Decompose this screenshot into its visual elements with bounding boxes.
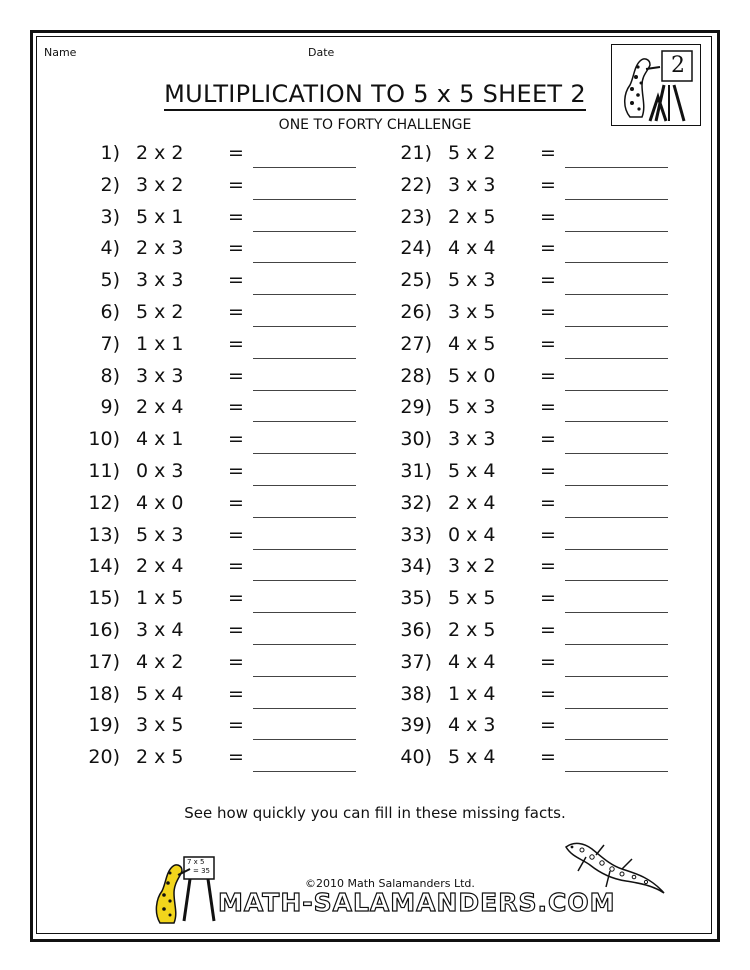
question-expression: 2 x 3	[136, 237, 184, 260]
equals-sign: =	[540, 746, 556, 769]
answer-blank[interactable]	[565, 421, 668, 422]
question-row	[400, 365, 680, 393]
question-number: 30)	[400, 428, 432, 451]
question-row	[88, 333, 368, 361]
answer-blank[interactable]	[565, 390, 668, 391]
answer-blank[interactable]	[253, 453, 356, 454]
answer-blank[interactable]	[253, 199, 356, 200]
answer-blank[interactable]	[253, 676, 356, 677]
answer-blank[interactable]	[565, 453, 668, 454]
question-number: 17)	[88, 650, 120, 673]
question-expression: 4 x 2	[136, 650, 184, 673]
equals-sign: =	[540, 555, 556, 578]
question-number: 34)	[400, 555, 432, 578]
answer-blank[interactable]	[253, 390, 356, 391]
question-expression: 4 x 1	[136, 428, 184, 451]
question-row	[88, 174, 368, 202]
question-row	[88, 619, 368, 647]
question-expression: 3 x 3	[448, 173, 496, 196]
question-row	[400, 206, 680, 234]
answer-blank[interactable]	[565, 231, 668, 232]
question-expression: 3 x 3	[136, 269, 184, 292]
copyright: ©2010 Math Salamanders Ltd.	[305, 877, 475, 890]
question-row	[88, 301, 368, 329]
question-expression: 3 x 3	[136, 364, 184, 387]
equals-sign: =	[540, 142, 556, 164]
question-number: 26)	[400, 301, 432, 323]
question-expression: 5 x 4	[448, 460, 496, 482]
equals-sign: =	[228, 555, 244, 578]
question-expression: 5 x 3	[448, 396, 496, 419]
equals-sign: =	[228, 142, 244, 164]
question-number: 18)	[88, 682, 120, 705]
question-number: 1)	[100, 142, 120, 164]
question-expression: 3 x 2	[448, 555, 496, 578]
question-expression: 5 x 4	[448, 746, 496, 769]
question-expression: 3 x 4	[136, 619, 184, 641]
question-row	[88, 587, 368, 615]
question-expression: 1 x 1	[136, 332, 184, 355]
question-expression: 1 x 5	[136, 587, 184, 610]
question-expression: 1 x 4	[448, 682, 496, 705]
answer-blank[interactable]	[253, 358, 356, 359]
question-number: 36)	[400, 619, 432, 641]
equals-sign: =	[540, 682, 556, 705]
equals-sign: =	[540, 332, 556, 355]
question-expression: 2 x 2	[136, 142, 184, 164]
question-row	[88, 651, 368, 679]
answer-blank[interactable]	[253, 517, 356, 518]
question-number: 37)	[400, 650, 432, 673]
question-row	[400, 651, 680, 679]
equals-sign: =	[540, 237, 556, 260]
question-number: 8)	[100, 364, 120, 387]
page-title	[0, 80, 750, 108]
answer-blank[interactable]	[253, 549, 356, 550]
answer-blank[interactable]	[565, 358, 668, 359]
question-number: 22)	[400, 173, 432, 196]
question-expression: 4 x 4	[448, 650, 496, 673]
question-number: 25)	[400, 269, 432, 292]
question-expression: 4 x 0	[136, 491, 184, 514]
equals-sign: =	[228, 332, 244, 355]
question-expression: 5 x 0	[448, 364, 496, 387]
salamander-board-icon	[150, 855, 220, 925]
equals-sign: =	[228, 714, 244, 737]
answer-blank[interactable]	[565, 549, 668, 550]
answer-blank[interactable]	[565, 644, 668, 645]
answer-blank[interactable]	[253, 421, 356, 422]
answer-blank[interactable]	[253, 771, 356, 772]
brand-logo-text: MATH-SALAMANDERS.COM	[218, 888, 616, 917]
equals-sign: =	[228, 364, 244, 387]
question-number: 4)	[100, 237, 120, 260]
question-number: 19)	[88, 714, 120, 737]
question-number: 38)	[400, 682, 432, 705]
question-number: 27)	[400, 332, 432, 355]
question-number: 40)	[400, 746, 432, 769]
equals-sign: =	[540, 428, 556, 451]
question-number: 12)	[88, 491, 120, 514]
equals-sign: =	[228, 523, 244, 546]
question-row	[400, 396, 680, 424]
equals-sign: =	[228, 746, 244, 769]
answer-blank[interactable]	[253, 326, 356, 327]
equals-sign: =	[540, 301, 556, 323]
equals-sign: =	[228, 269, 244, 292]
question-number: 35)	[400, 587, 432, 610]
question-row	[88, 237, 368, 265]
answer-blank[interactable]	[253, 167, 356, 168]
answer-blank[interactable]	[253, 294, 356, 295]
question-number: 31)	[400, 460, 432, 482]
answer-blank[interactable]	[565, 167, 668, 168]
board-text-1: 7 x 5	[187, 858, 205, 866]
question-row	[400, 587, 680, 615]
question-number: 23)	[400, 205, 432, 228]
answer-blank[interactable]	[565, 739, 668, 740]
answer-blank[interactable]	[565, 517, 668, 518]
equals-sign: =	[228, 587, 244, 610]
question-expression: 5 x 4	[136, 682, 184, 705]
question-expression: 2 x 4	[136, 396, 184, 419]
question-expression: 2 x 5	[448, 619, 496, 641]
answer-blank[interactable]	[253, 580, 356, 581]
equals-sign: =	[228, 682, 244, 705]
question-number: 16)	[88, 619, 120, 641]
equals-sign: =	[540, 269, 556, 292]
question-row	[88, 365, 368, 393]
question-row	[88, 460, 368, 488]
answer-blank[interactable]	[565, 676, 668, 677]
page-subtitle: ONE TO FORTY CHALLENGE	[278, 117, 472, 133]
equals-sign: =	[228, 460, 244, 482]
question-row	[88, 524, 368, 552]
question-expression: 4 x 3	[448, 714, 496, 737]
equals-sign: =	[540, 650, 556, 673]
equals-sign: =	[228, 491, 244, 514]
answer-blank[interactable]	[253, 485, 356, 486]
question-number: 9)	[100, 396, 120, 419]
equals-sign: =	[228, 301, 244, 323]
equals-sign: =	[228, 396, 244, 419]
question-expression: 5 x 2	[448, 142, 496, 164]
name-label: Name	[44, 46, 77, 59]
question-expression: 2 x 5	[448, 205, 496, 228]
question-row	[400, 619, 680, 647]
question-expression: 2 x 4	[136, 555, 184, 578]
answer-blank[interactable]	[565, 708, 668, 709]
equals-sign: =	[540, 619, 556, 641]
question-number: 7)	[100, 332, 120, 355]
sheet-number: 2	[671, 53, 685, 78]
question-row	[88, 683, 368, 711]
question-expression: 5 x 1	[136, 205, 184, 228]
question-number: 33)	[400, 523, 432, 546]
footer-instruction: See how quickly you can fill in these missing facts.	[184, 804, 566, 822]
board-text-2: = 35	[193, 867, 210, 875]
question-row	[400, 301, 680, 329]
equals-sign: =	[228, 237, 244, 260]
question-row	[400, 428, 680, 456]
question-expression: 2 x 5	[136, 746, 184, 769]
equals-sign: =	[540, 491, 556, 514]
question-expression: 0 x 4	[448, 523, 496, 546]
question-row	[400, 174, 680, 202]
answer-blank[interactable]	[253, 644, 356, 645]
answer-blank[interactable]	[253, 708, 356, 709]
question-row	[88, 746, 368, 774]
answer-blank[interactable]	[565, 612, 668, 613]
question-row	[400, 524, 680, 552]
question-number: 24)	[400, 237, 432, 260]
question-expression: 3 x 5	[136, 714, 184, 737]
question-row	[400, 683, 680, 711]
question-row	[400, 333, 680, 361]
answer-blank[interactable]	[253, 231, 356, 232]
question-number: 13)	[88, 523, 120, 546]
question-expression: 3 x 3	[448, 428, 496, 451]
question-expression: 4 x 5	[448, 332, 496, 355]
equals-sign: =	[540, 205, 556, 228]
question-row	[88, 269, 368, 297]
answer-blank[interactable]	[565, 199, 668, 200]
question-expression: 2 x 4	[448, 491, 496, 514]
equals-sign: =	[228, 428, 244, 451]
answer-blank[interactable]	[565, 485, 668, 486]
question-row	[88, 396, 368, 424]
question-row	[400, 142, 680, 170]
question-expression: 5 x 5	[448, 587, 496, 610]
answer-blank[interactable]	[565, 262, 668, 263]
question-expression: 3 x 5	[448, 301, 496, 323]
question-number: 5)	[100, 269, 120, 292]
question-number: 3)	[100, 205, 120, 228]
question-row	[88, 428, 368, 456]
date-label: Date	[308, 46, 335, 59]
question-number: 32)	[400, 491, 432, 514]
equals-sign: =	[228, 619, 244, 641]
question-number: 20)	[88, 746, 120, 769]
page-title-text: MULTIPLICATION TO 5 x 5 SHEET 2	[164, 80, 586, 111]
question-number: 15)	[88, 587, 120, 610]
question-row	[88, 206, 368, 234]
equals-sign: =	[540, 714, 556, 737]
equals-sign: =	[540, 396, 556, 419]
equals-sign: =	[540, 173, 556, 196]
question-row	[400, 746, 680, 774]
question-row	[400, 237, 680, 265]
question-expression: 0 x 3	[136, 460, 184, 482]
equals-sign: =	[540, 587, 556, 610]
equals-sign: =	[540, 364, 556, 387]
equals-sign: =	[540, 523, 556, 546]
question-number: 14)	[88, 555, 120, 578]
question-number: 29)	[400, 396, 432, 419]
answer-blank[interactable]	[565, 294, 668, 295]
question-number: 2)	[100, 173, 120, 196]
question-expression: 5 x 3	[136, 523, 184, 546]
question-number: 21)	[400, 142, 432, 164]
answer-blank[interactable]	[565, 771, 668, 772]
question-expression: 3 x 2	[136, 173, 184, 196]
question-row	[400, 555, 680, 583]
equals-sign: =	[228, 205, 244, 228]
question-expression: 4 x 4	[448, 237, 496, 260]
question-row	[400, 492, 680, 520]
answer-blank[interactable]	[253, 739, 356, 740]
question-row	[400, 269, 680, 297]
question-number: 39)	[400, 714, 432, 737]
question-row	[88, 492, 368, 520]
equals-sign: =	[228, 650, 244, 673]
salamander-icon	[560, 835, 670, 905]
answer-blank[interactable]	[253, 262, 356, 263]
question-row	[88, 714, 368, 742]
answer-blank[interactable]	[253, 612, 356, 613]
question-row	[400, 460, 680, 488]
answer-blank[interactable]	[565, 326, 668, 327]
answer-blank[interactable]	[565, 580, 668, 581]
equals-sign: =	[228, 173, 244, 196]
question-number: 11)	[88, 460, 120, 482]
question-expression: 5 x 2	[136, 301, 184, 323]
question-row	[88, 555, 368, 583]
question-row	[400, 714, 680, 742]
question-number: 6)	[100, 301, 120, 323]
question-number: 28)	[400, 364, 432, 387]
question-number: 10)	[88, 428, 120, 451]
question-expression: 5 x 3	[448, 269, 496, 292]
question-row	[88, 142, 368, 170]
equals-sign: =	[540, 460, 556, 482]
